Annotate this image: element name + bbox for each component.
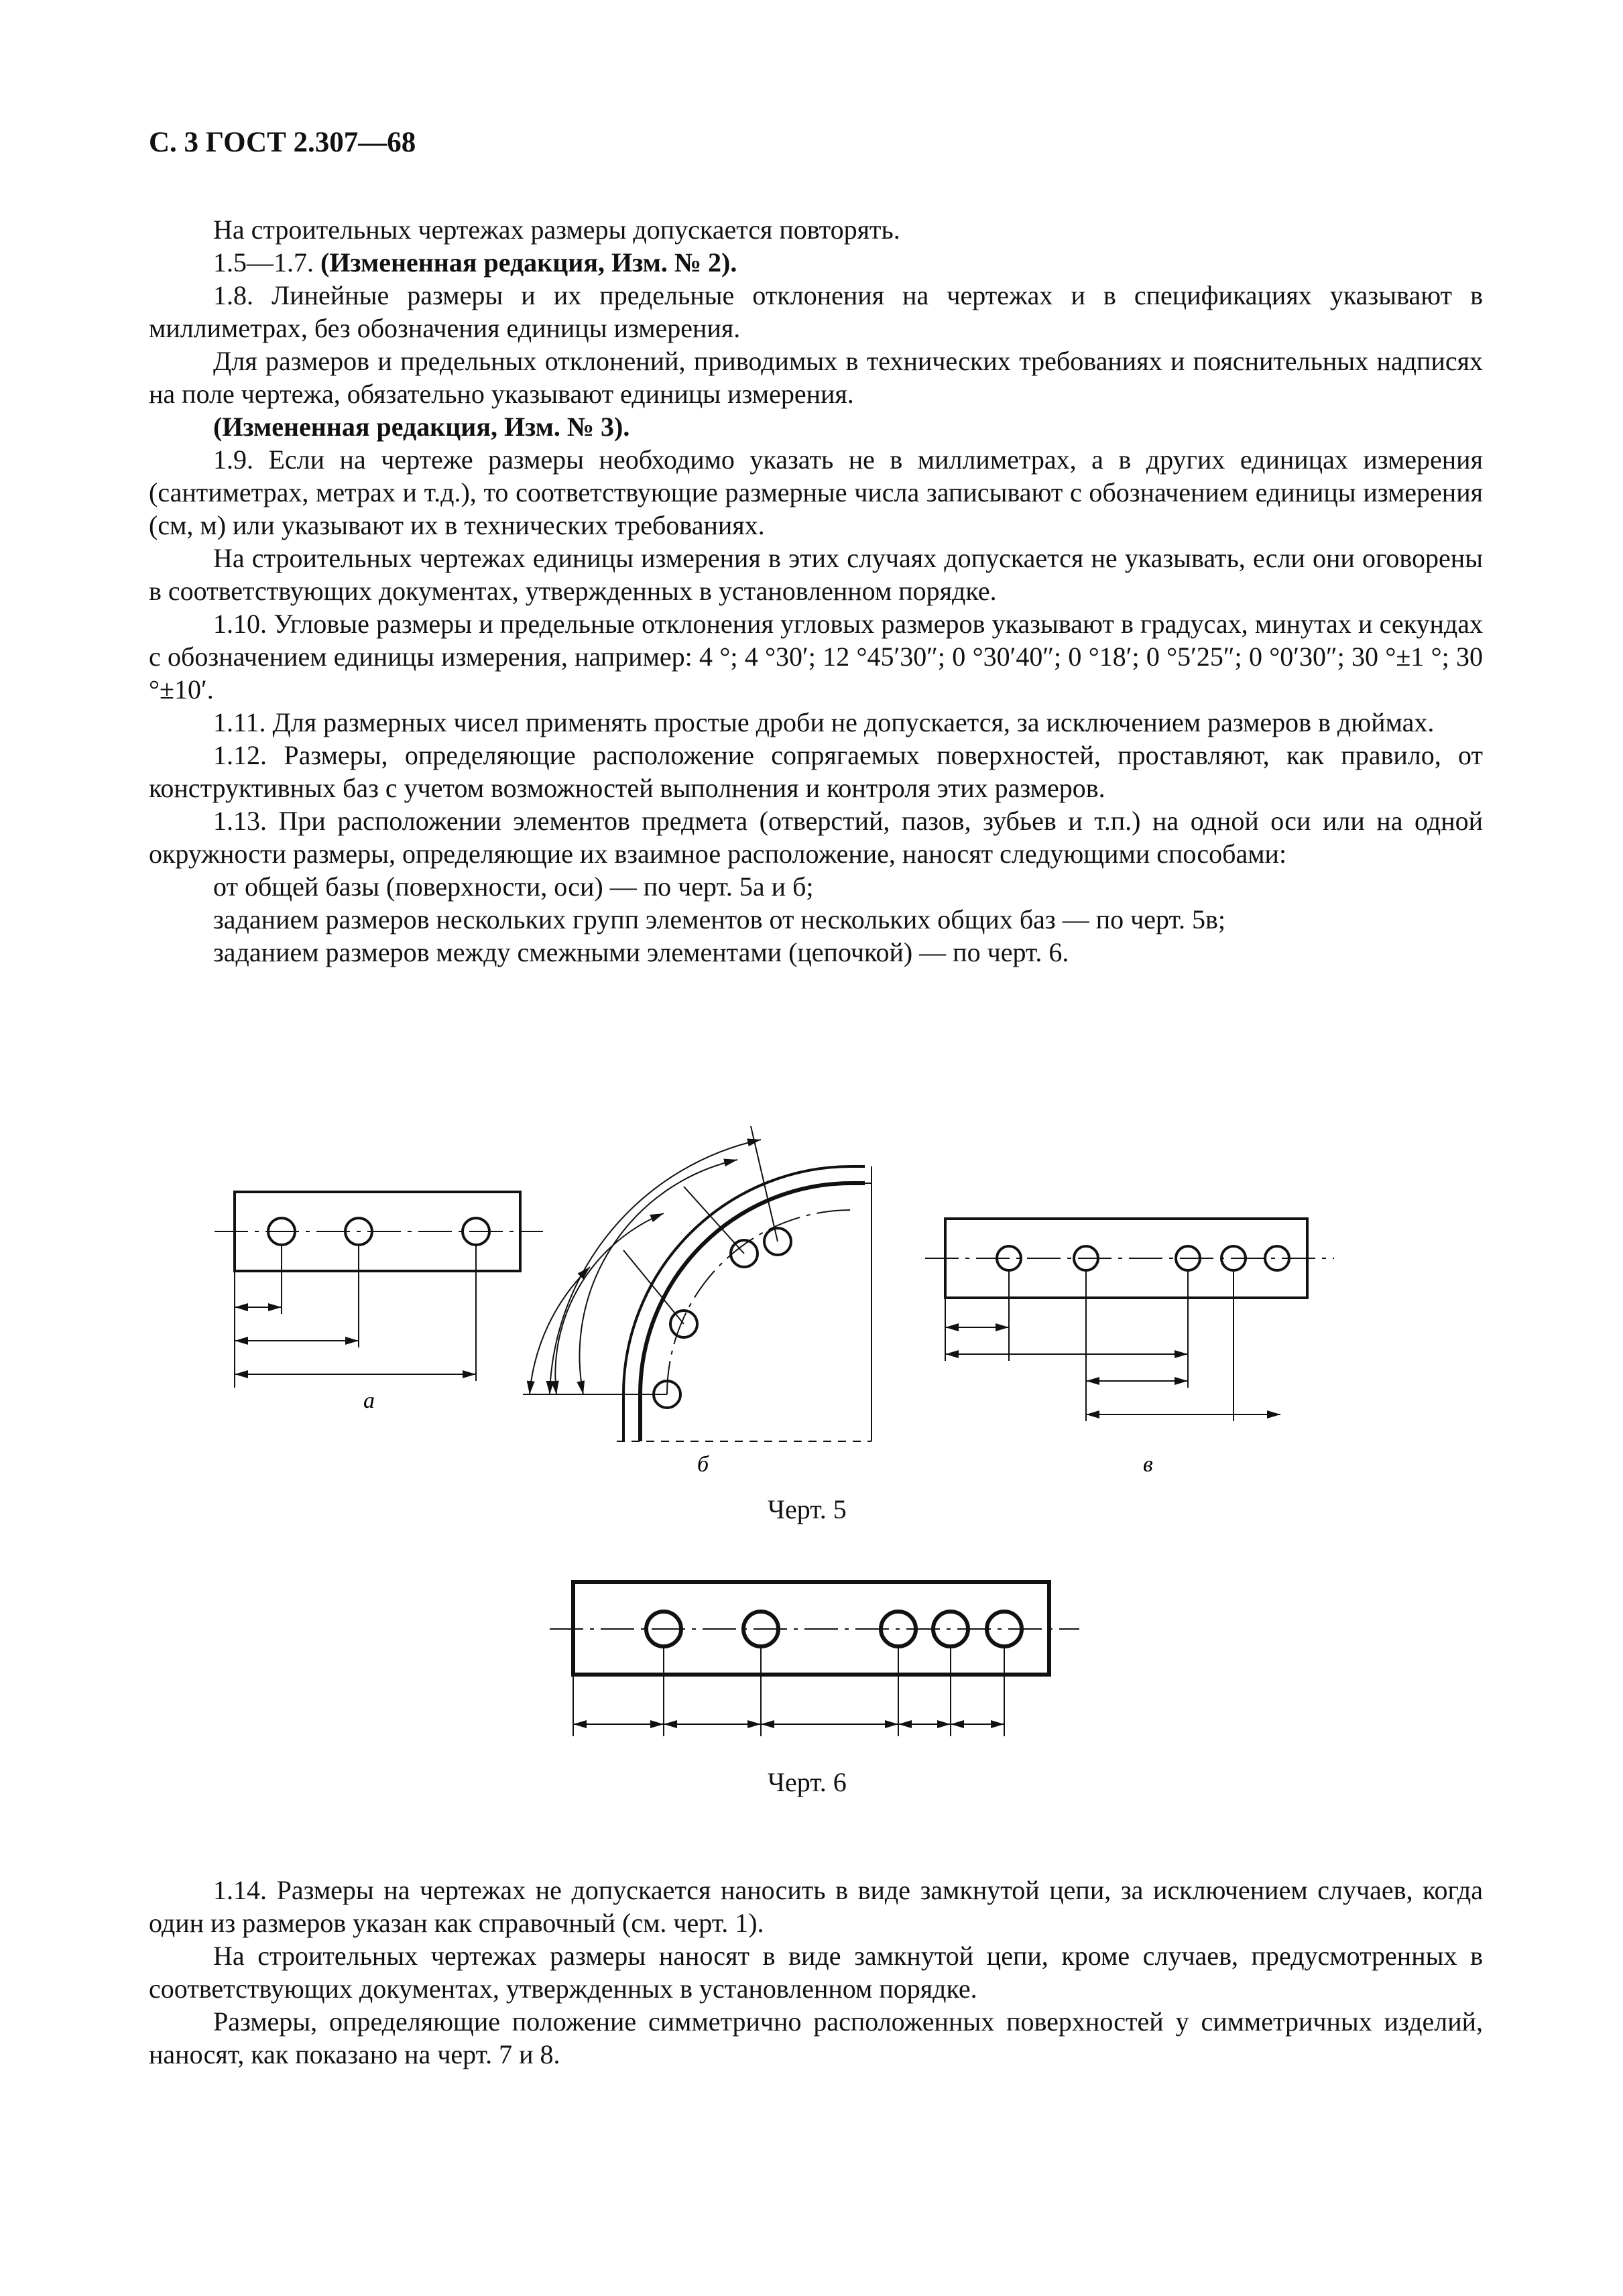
- figure-6: [550, 1569, 1086, 1763]
- list-item: заданием размеров нескольких групп элементов от нескольких общих баз — по черт. 5в;: [213, 904, 1225, 934]
- paragraph: 1.12. Размеры, определяющие расположение сопрягаемых поверхностей, проставляют, как правило, от конструктивных баз с учетом возможностей выполнения и контроля этих размеров.: [149, 740, 1483, 803]
- revision-note: (Измененная редакция, Изм. № 2).: [320, 247, 737, 278]
- revision-note: (Измененная редакция, Изм. № 3).: [213, 412, 630, 442]
- paragraph: Для размеров и предельных отклонений, приводимых в технических требованиях и пояснительных надписях на поле чертежа, обязательно указывают единицы измерения.: [149, 346, 1483, 409]
- figure-6-caption: Черт. 6: [768, 1767, 847, 1797]
- paragraph: 1.11. Для размерных чисел применять простые дроби не допускается, за исключением размеров в дюймах.: [213, 707, 1435, 737]
- text-block-bottom: [149, 1874, 1483, 2071]
- list-item: от общей базы (поверхности, оси) — по черт. 5а и б;: [213, 871, 814, 902]
- paragraph: 1.13. При расположении элементов предмета (отверстий, пазов, зубьев и т.п.) на одной оси или на одной окружности размеры, определяющие их взаимное расположение, наносят следующими способами:: [149, 806, 1483, 869]
- list-item: заданием размеров между смежными элементами (цепочкой) — по черт. 6.: [213, 937, 1069, 967]
- paragraph: 1.14. Размеры на чертежах не допускается наносить в виде замкнутой цепи, за исключением случаев, когда один из размеров указан как справочный (см. черт. 1).: [149, 1875, 1483, 1938]
- figure-5-caption: Черт. 5: [768, 1494, 847, 1524]
- label-a: а: [363, 1388, 375, 1413]
- angular-dimension-b4: [550, 1140, 761, 1394]
- figure-5: [215, 1093, 1341, 1495]
- angular-dimension-b2: [555, 1213, 664, 1394]
- paragraph: На строительных чертежах единицы измерения в этих случаях допускается не указывать, если они оговорены в соответствующих документах, утвержденных в установленном порядке.: [149, 543, 1483, 606]
- page-header: С. 3 ГОСТ 2.307—68: [149, 127, 416, 158]
- paragraph: 1.9. Если на чертеже размеры необходимо указать не в миллиметрах, а в других единицах измерения (сантиметрах, метрах и т.д.), то соответствующие размерные числа записывают с обозначением единицы измерения (см, м) или указывают их в технических требованиях.: [149, 444, 1483, 540]
- paragraph: 1.8. Линейные размеры и их предельные отклонения на чертежах и в спецификациях указывают в миллиметрах, без обозначения единицы измерения.: [149, 280, 1483, 343]
- paragraph: 1.10. Угловые размеры и предельные отклонения угловых размеров указывают в градусах, минутах и секундах с обозначением единицы измерения, например: 4 °; 4 °30′; 12 °45′30″; 0 °30′40″; 0 °18′; 0 °5′25″; 0 °0′30″; 30 °±1 °; 30 °±10′.: [149, 609, 1483, 705]
- paragraph: [149, 246, 1483, 279]
- paragraph: Размеры, определяющие положение симметрично расположенных поверхностей у симметричных изделий, наносят, как показано на черт. 7 и 8.: [149, 2006, 1483, 2069]
- label-b: б: [697, 1452, 709, 1477]
- paragraph: На строительных чертежах размеры наносят в виде замкнутой цепи, кроме случаев, предусмотренных в соответствующих документах, утвержденных в установленном порядке.: [149, 1941, 1483, 2004]
- label-v: в: [1143, 1452, 1153, 1477]
- clause-number: 1.5—1.7.: [213, 247, 320, 278]
- angular-dimension-b3: [580, 1160, 737, 1394]
- paragraph: На строительных чертежах размеры допускается повторять.: [213, 215, 900, 245]
- text-block-top: [149, 213, 1483, 969]
